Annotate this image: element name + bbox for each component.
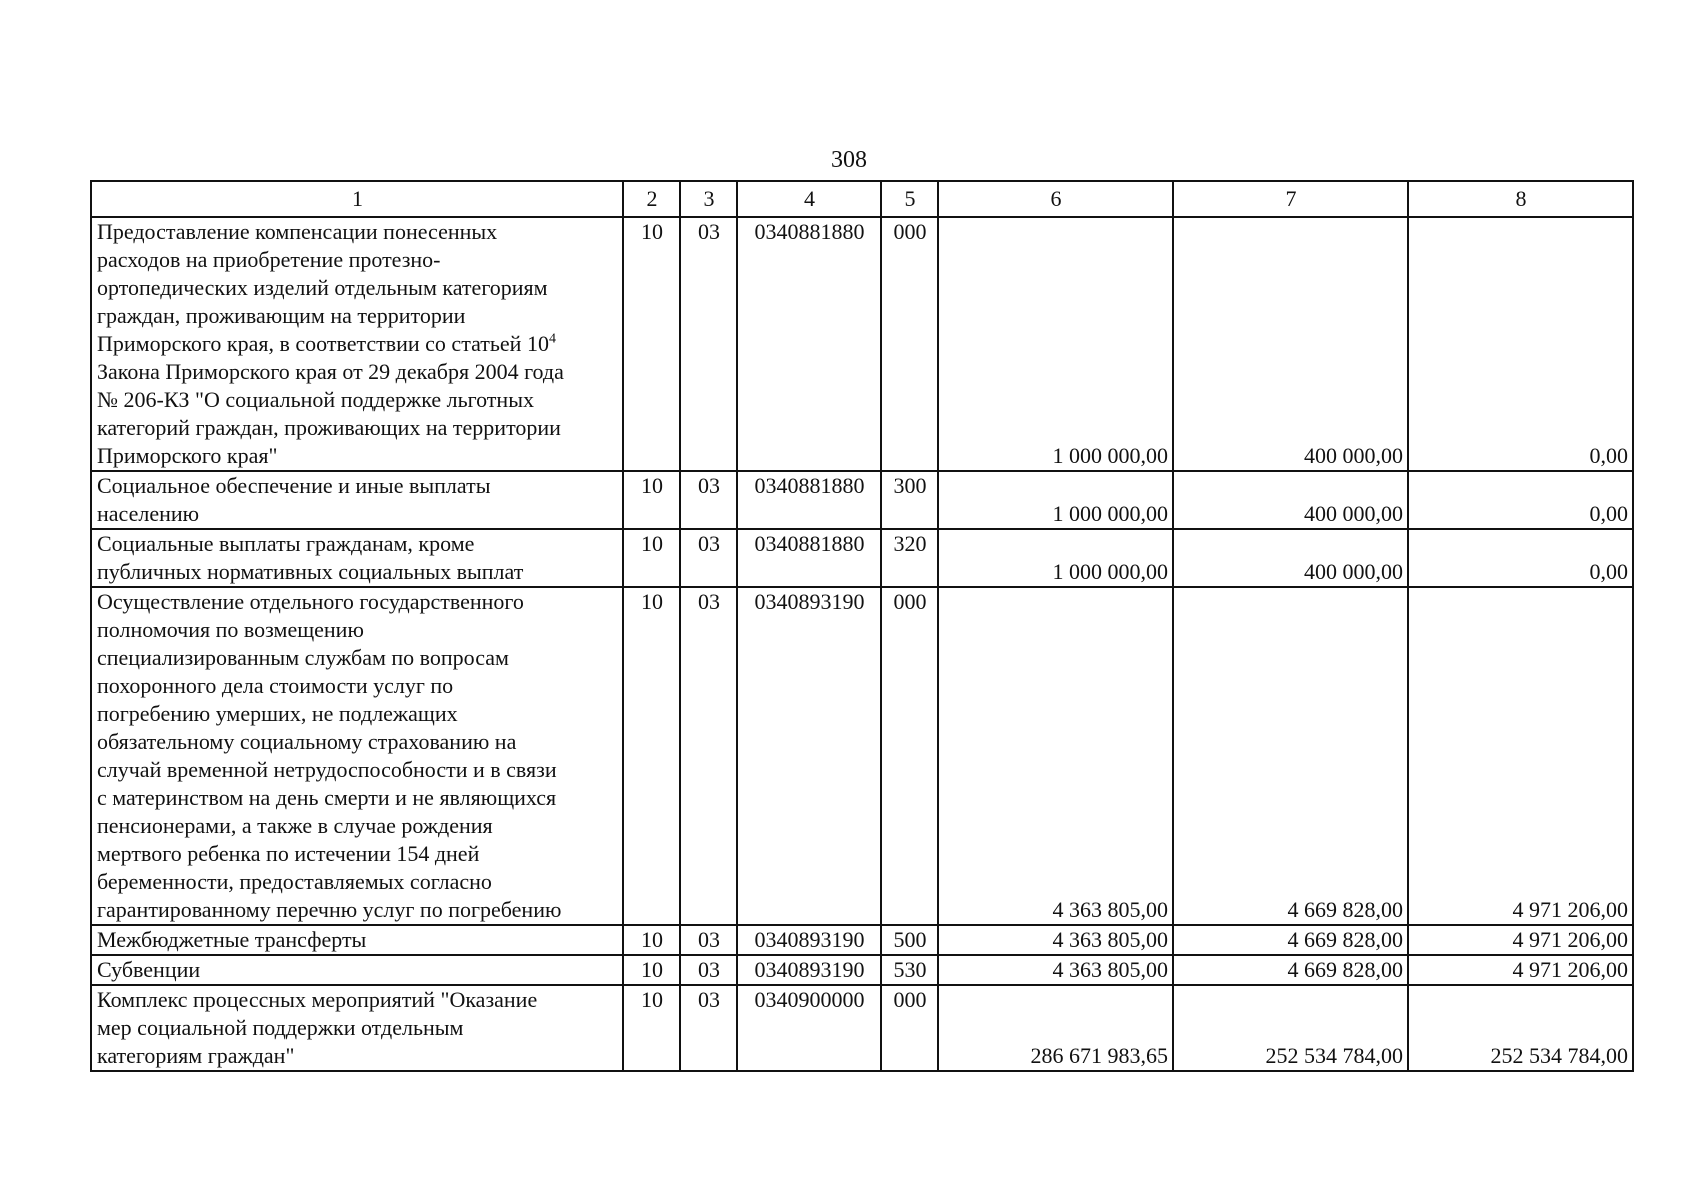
row-name-line: Предоставление компенсации понесенных (97, 219, 498, 244)
subsection-code-cell: 03 (680, 471, 737, 529)
row-name-line: Приморского края" (97, 443, 278, 468)
page-number: 308 (831, 147, 867, 173)
row-name-line: Комплекс процессных мероприятий "Оказание (97, 987, 538, 1012)
row-name-line: ортопедических изделий отдельным категориям (97, 275, 548, 300)
amount-year-1-cell: 4 363 805,00 (938, 925, 1173, 955)
amount-year-3-cell: 0,00 (1408, 471, 1633, 529)
column-header-8: 8 (1408, 181, 1633, 217)
expense-type-code-cell: 530 (881, 955, 938, 985)
section-code-cell: 10 (623, 925, 680, 955)
subsection-code-cell: 03 (680, 925, 737, 955)
row-name-cell (91, 471, 623, 529)
row-name-line: категориям граждан" (97, 1043, 295, 1068)
section-code-cell: 10 (623, 985, 680, 1071)
column-header-3: 3 (680, 181, 737, 217)
amount-year-1-cell: 1 000 000,00 (938, 471, 1173, 529)
row-name-line: с материнством на день смерти и не являющихся (97, 785, 557, 810)
table-row (91, 471, 1633, 529)
target-article-code-cell: 0340900000 (737, 985, 881, 1071)
column-header-5: 5 (881, 181, 938, 217)
row-name-line: расходов на приобретение протезно- (97, 247, 441, 272)
column-header-7: 7 (1173, 181, 1408, 217)
row-name-line: мертвого ребенка по истечении 154 дней (97, 841, 480, 866)
amount-year-2-cell: 400 000,00 (1173, 471, 1408, 529)
amount-year-1-cell: 1 000 000,00 (938, 217, 1173, 471)
target-article-code-cell: 0340881880 (737, 471, 881, 529)
row-name-line: Межбюджетные трансферты (97, 927, 367, 952)
amount-year-3-cell: 4 971 206,00 (1408, 925, 1633, 955)
table-row (91, 925, 1633, 955)
amount-year-1-cell: 1 000 000,00 (938, 529, 1173, 587)
amount-year-3-cell: 4 971 206,00 (1408, 587, 1633, 925)
section-code-cell: 10 (623, 529, 680, 587)
column-header-6: 6 (938, 181, 1173, 217)
amount-year-2-cell: 4 669 828,00 (1173, 955, 1408, 985)
row-name-line: Социальные выплаты гражданам, кроме (97, 531, 475, 556)
subsection-code-cell: 03 (680, 955, 737, 985)
row-name-line: населению (97, 501, 200, 526)
row-name-line: Закона Приморского края от 29 декабря 2004 года (97, 359, 564, 384)
subsection-code-cell: 03 (680, 587, 737, 925)
row-name-cell (91, 955, 623, 985)
row-name-line: Социальное обеспечение и иные выплаты (97, 473, 491, 498)
section-code-cell: 10 (623, 955, 680, 985)
row-name-line: беременности, предоставляемых согласно (97, 869, 492, 894)
row-name-line: погребению умерших, не подлежащих (97, 701, 458, 726)
amount-year-1-cell: 4 363 805,00 (938, 955, 1173, 985)
row-name-line: пенсионерами, а также в случае рождения (97, 813, 493, 838)
row-name-line: гарантированному перечню услуг по погребению (97, 897, 562, 922)
amount-year-3-cell: 0,00 (1408, 529, 1633, 587)
subsection-code-cell: 03 (680, 529, 737, 587)
row-name-line: полномочия по возмещению (97, 617, 364, 642)
row-name-line: публичных нормативных социальных выплат (97, 559, 524, 584)
amount-year-1-cell: 286 671 983,65 (938, 985, 1173, 1071)
row-name-line: граждан, проживающим на территории (97, 303, 466, 328)
table-body (91, 217, 1633, 1071)
section-code-cell: 10 (623, 471, 680, 529)
table-row (91, 587, 1633, 925)
row-name-cell (91, 529, 623, 587)
expense-type-code-cell: 500 (881, 925, 938, 955)
amount-year-2-cell: 400 000,00 (1173, 529, 1408, 587)
row-name-line: случай временной нетрудоспособности и в связи (97, 757, 557, 782)
table-row (91, 529, 1633, 587)
subsection-code-cell: 03 (680, 985, 737, 1071)
target-article-code-cell: 0340893190 (737, 925, 881, 955)
budget-table (90, 180, 1634, 1072)
target-article-code-cell: 0340881880 (737, 529, 881, 587)
amount-year-2-cell: 4 669 828,00 (1173, 925, 1408, 955)
amount-year-3-cell: 0,00 (1408, 217, 1633, 471)
amount-year-2-cell: 400 000,00 (1173, 217, 1408, 471)
row-name-cell (91, 217, 623, 471)
target-article-code-cell: 0340893190 (737, 587, 881, 925)
section-code-cell: 10 (623, 587, 680, 925)
section-code-cell: 10 (623, 217, 680, 471)
expense-type-code-cell: 300 (881, 471, 938, 529)
expense-type-code-cell: 000 (881, 217, 938, 471)
subsection-code-cell: 03 (680, 217, 737, 471)
column-header-4: 4 (737, 181, 881, 217)
row-name-cell (91, 985, 623, 1071)
row-name-line: Осуществление отдельного государственного (97, 589, 524, 614)
amount-year-1-cell: 4 363 805,00 (938, 587, 1173, 925)
table-row (91, 217, 1633, 471)
row-name-line: мер социальной поддержки отдельным (97, 1015, 464, 1040)
article-superscript: 4 (548, 331, 556, 347)
amount-year-2-cell: 4 669 828,00 (1173, 587, 1408, 925)
row-name-line: похоронного дела стоимости услуг по (97, 673, 454, 698)
amount-year-3-cell: 4 971 206,00 (1408, 955, 1633, 985)
expense-type-code-cell: 000 (881, 985, 938, 1071)
target-article-code-cell: 0340893190 (737, 955, 881, 985)
header-row (91, 181, 1633, 217)
expense-type-code-cell: 320 (881, 529, 938, 587)
expense-type-code-cell: 000 (881, 587, 938, 925)
row-name-line: Субвенции (97, 957, 201, 982)
row-name-line: № 206-КЗ "О социальной поддержке льготных (97, 387, 534, 412)
amount-year-3-cell: 252 534 784,00 (1408, 985, 1633, 1071)
table-row (91, 985, 1633, 1071)
column-header-2: 2 (623, 181, 680, 217)
row-name-cell (91, 925, 623, 955)
amount-year-2-cell: 252 534 784,00 (1173, 985, 1408, 1071)
table-row (91, 955, 1633, 985)
row-name-cell (91, 587, 623, 925)
row-name-line: Приморского края, в соответствии со статьей 10 (97, 331, 549, 356)
row-name-line: категорий граждан, проживающих на территории (97, 415, 561, 440)
column-header-1: 1 (91, 181, 623, 217)
target-article-code-cell: 0340881880 (737, 217, 881, 471)
row-name-line: специализированным службам по вопросам (97, 645, 509, 670)
row-name-line: обязательному социальному страхованию на (97, 729, 517, 754)
